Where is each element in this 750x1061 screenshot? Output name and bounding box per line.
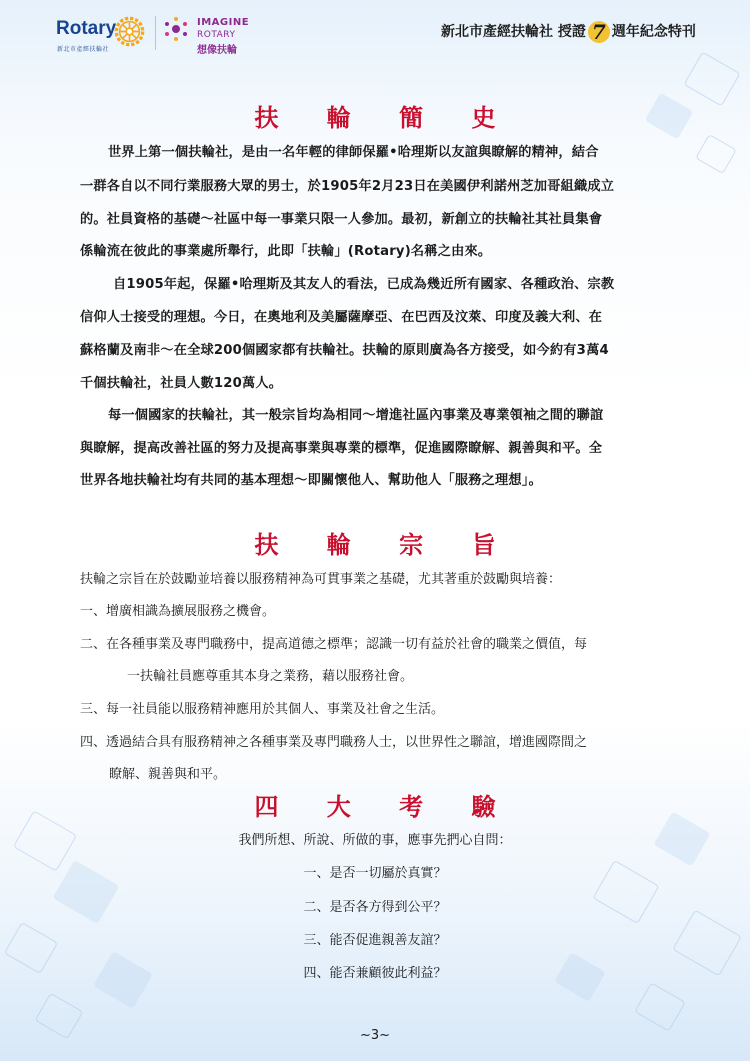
page-header [0,0,750,64]
rotary-logo-text: Rotary [56,18,117,39]
history-line: 自1905年起，保羅•哈理斯及其友人的看法，已成為幾近所有國家、各種政治、宗教 [113,277,615,292]
history-line: 世界各地扶輪社均有共同的基本理想～即關懷他人、幫助他人「服務之理想」。 [80,473,542,488]
imagine-text: IMAGINE [197,17,250,28]
objects-intro: 扶輪之宗旨在於鼓勵並培養以服務精神為可貫事業之基礎，尤其著重於鼓勵與培養： [80,572,562,587]
four-way-test-item: 三、能否促進親善友誼？ [303,933,447,948]
four-way-test-item: 四、能否兼顧彼此利益？ [303,966,447,981]
history-line: 的。社員資格的基礎～社區中每一事業只限一人參加。最初，新創立的扶輪社其社員集會 [80,212,603,227]
background-hexagon [634,982,686,1031]
history-line: 一群各自以不同行業服務大眾的男士，於1905年2月23日在美國伊利諾州芝加哥組織成立 [80,179,615,194]
history-line: 信仰人士接受的理想。今日，在奧地利及美屬薩摩亞、在巴西及汶萊、印度及義大利、在 [80,310,603,325]
objects-item-continued: 一扶輪社員應尊重其本身之業務，藉以服務社會。 [127,669,414,684]
history-title: 扶 輪 簡 史 [254,104,516,132]
page-number: ~3~ [359,1028,391,1043]
logo-divider [155,16,156,50]
publication-title-pre: 新北市產經扶輪社 授證 [441,24,586,40]
history-line: 與瞭解，提高改善社區的努力及提高事業與專業的標準，促進國際瞭解、親善與和平。全 [80,441,603,456]
objects-item-continued: 瞭解、親善與和平。 [109,767,227,782]
objects-title: 扶 輪 宗 旨 [254,531,516,559]
history-line: 世界上第一個扶輪社，是由一名年輕的律師保羅•哈理斯以友誼與瞭解的精神，結合 [108,145,599,160]
publication-title-post: 週年紀念特刊 [611,24,696,40]
imagine-chinese-text: 想像扶輪 [197,45,237,56]
four-way-test-title: 四 大 考 驗 [254,793,516,821]
anniversary-number: 7 [588,21,610,43]
imagine-rotary-icon [163,16,189,42]
rotary-wheel-icon [113,15,146,48]
objects-item: 二、在各種事業及專門職務中，提高道德之標準；認識一切有益於社會的職業之價值，每 [80,637,588,652]
club-name-small: 新北市產經扶輪社 [57,46,110,53]
history-line: 千個扶輪社，社員人數120萬人。 [80,376,283,391]
objects-item: 一、增廣相識為擴展服務之機會。 [80,604,276,619]
four-way-test-item: 二、是否各方得到公平？ [303,900,447,915]
objects-item: 四、透過結合具有服務精神之各種事業及專門職務人士，以世界性之聯誼，增進國際間之 [80,735,588,750]
four-way-test-intro: 我們所想、所說、所做的事，應事先捫心自問： [238,833,512,848]
objects-item: 三、每一社員能以服務精神應用於其個人、事業及社會之生活。 [80,702,445,717]
publication-title [441,21,696,43]
history-line: 係輪流在彼此的事業處所舉行，此即「扶輪」(Rotary)名稱之由來。 [80,244,492,259]
rotary-text: ROTARY [197,30,236,40]
history-line: 蘇格蘭及南非～在全球200個國家都有扶輪社。扶輪的原則廣為各方接受，如今約有3萬4 [80,343,609,358]
four-way-test-item: 一、是否一切屬於真實？ [303,866,447,881]
history-line: 每一個國家的扶輪社，其一般宗旨均為相同～增進社區內事業及專業領袖之間的聯誼 [108,408,604,423]
